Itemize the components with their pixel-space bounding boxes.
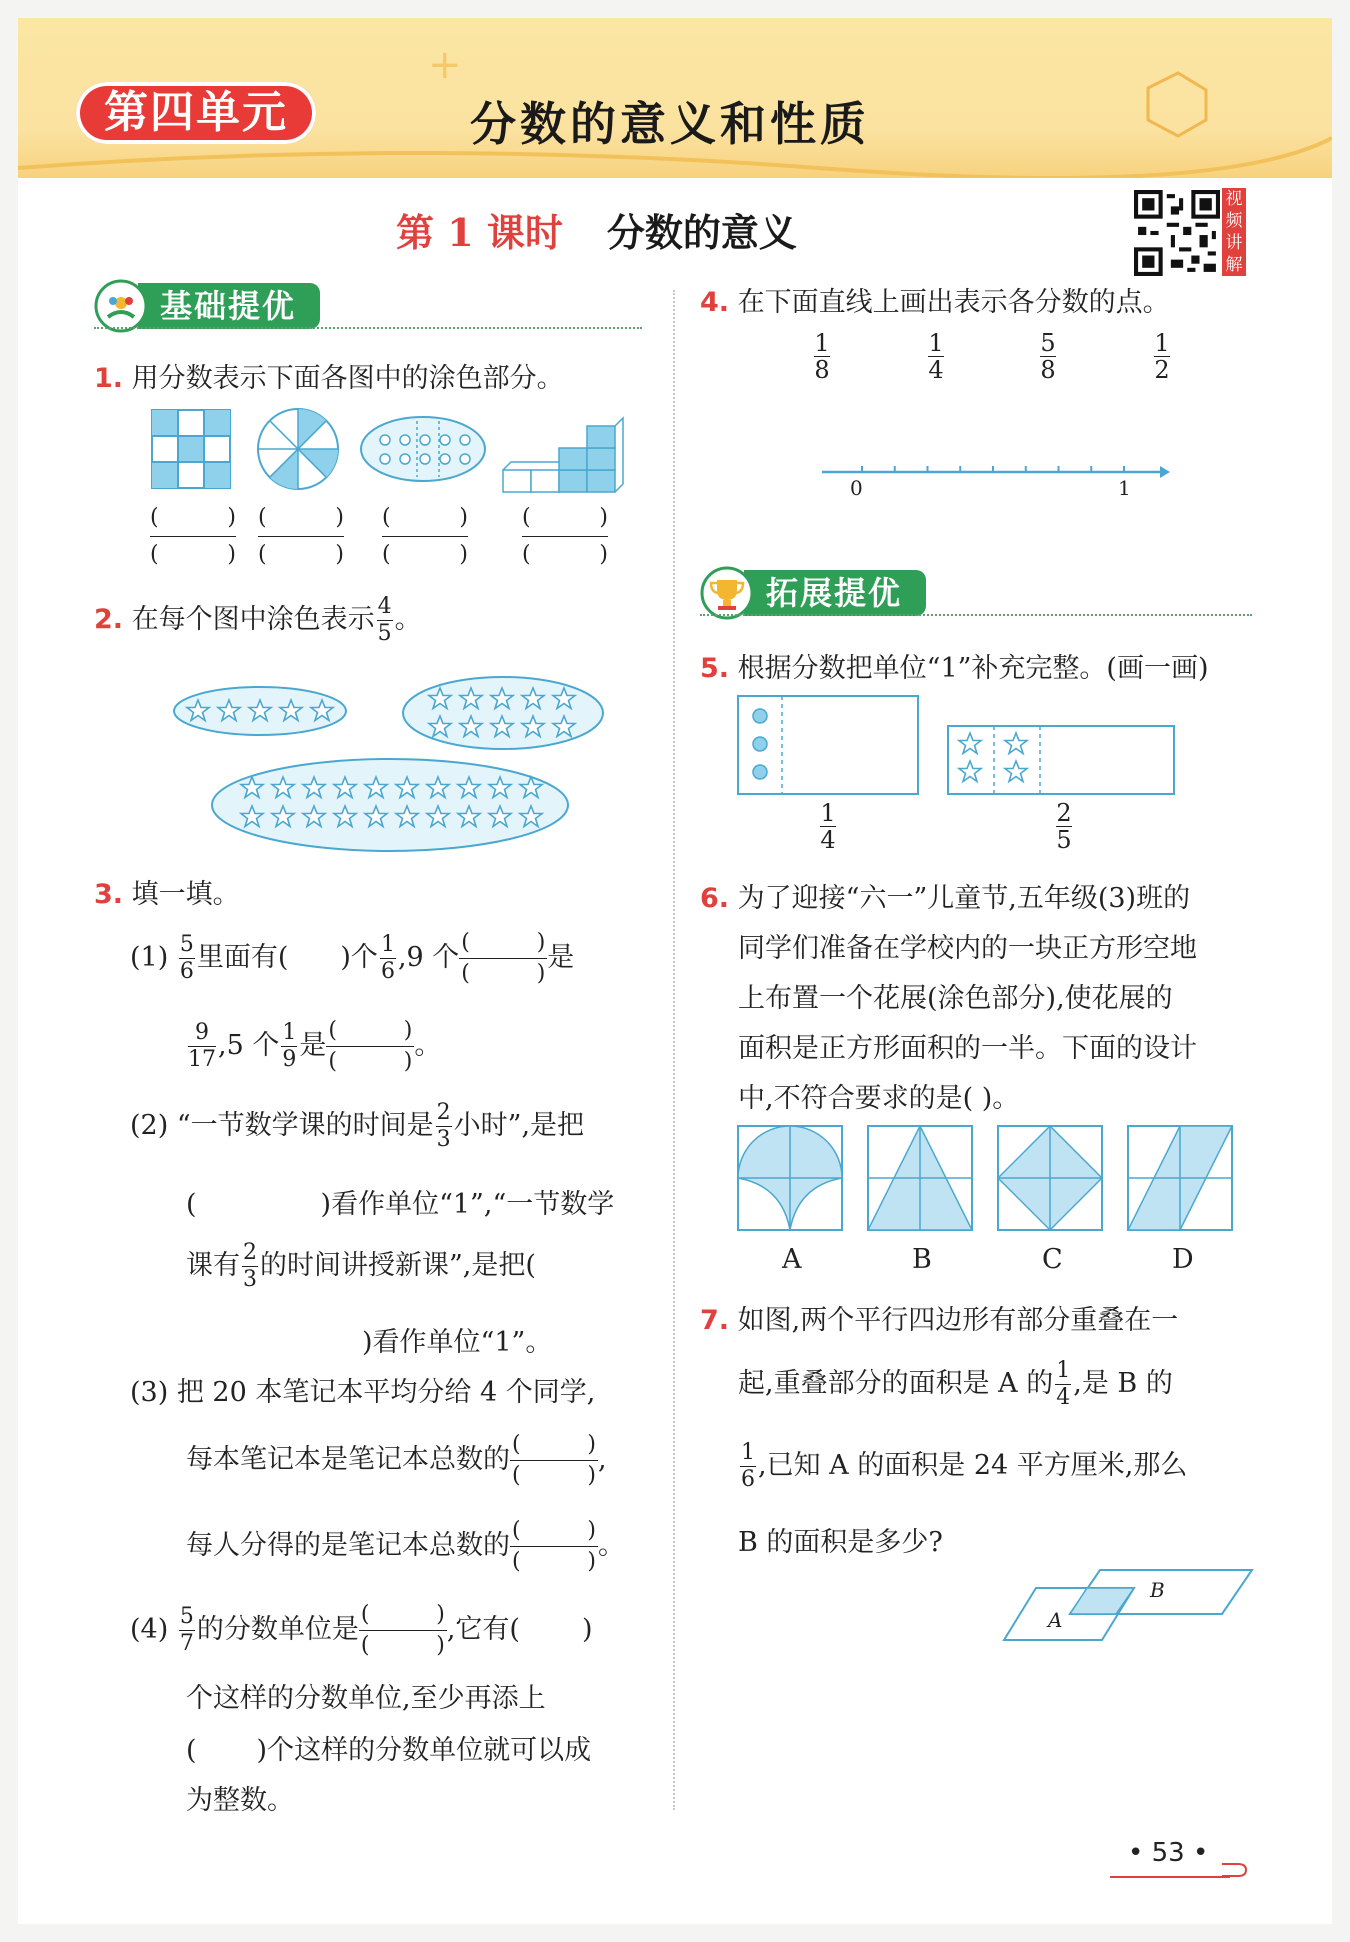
q5-text: 根据分数把单位“1”补充完整。(画一画) — [737, 653, 1209, 684]
q1-blank-2[interactable]: ( ) ( ) — [258, 505, 344, 567]
q4-number: 4. — [700, 287, 730, 318]
q3-prompt — [94, 872, 240, 911]
q6-line-3: 上布置一个花展(涂色部分),使花展的 — [738, 983, 1173, 1014]
q3-part3-line2: 每本笔记本是笔记本总数的 ( ) ( ) , — [186, 1430, 607, 1491]
q7-line-2: 起,重叠部分的面积是 A 的 $\frac{1}{4}$ ,是 B 的 — [738, 1358, 1173, 1410]
q2-fraction: $\frac{4}{5}$ — [377, 594, 392, 646]
q6-option-a — [738, 1126, 842, 1230]
q4-axis-start: 0 — [850, 476, 863, 500]
column-divider — [673, 290, 675, 1810]
lesson-title — [396, 202, 797, 257]
q3-part3-blank2[interactable]: ( ) ( ) — [512, 1518, 596, 1574]
section-extend-underline — [700, 614, 1252, 616]
q7-label-a: A — [1048, 1608, 1063, 1632]
q6-line-2: 同学们准备在学校内的一块正方形空地 — [738, 933, 1197, 964]
q6-line-4: 面积是正方形面积的一半。下面的设计 — [738, 1033, 1197, 1064]
q6-line-5[interactable]: 中,不符合要求的是( )。 — [738, 1083, 1020, 1114]
q3-part2-line1: (2) “一节数学课的时间是 $\frac{2}{3}$ 小时”,是把 — [130, 1100, 585, 1152]
q5-figures[interactable] — [736, 694, 1176, 804]
q3-part4-line4: 为整数。 — [186, 1785, 294, 1816]
lesson-name: 分数的意义 — [606, 210, 797, 255]
q7-line-4: B 的面积是多少? — [738, 1527, 943, 1558]
q3-part4-line3[interactable]: ( )个这样的分数单位就可以成 — [186, 1735, 592, 1766]
q7-label-b: B — [1150, 1578, 1165, 1602]
q1-blank-3[interactable]: ( ) ( ) — [382, 505, 468, 567]
q6-option-d — [1128, 1126, 1232, 1230]
q3-number: 3. — [94, 879, 124, 910]
q3-text: 填一填。 — [131, 879, 240, 910]
q2-star-ovals[interactable] — [170, 675, 610, 855]
q1-circle-figure — [258, 409, 338, 489]
q3-part1-line1: (1) $\frac{5}{6}$ 里面有( )个 $\frac{1}{6}$ ,9 个 ( ) ( ) 是 — [130, 928, 574, 989]
q6-option-d-label: D — [1172, 1244, 1194, 1275]
qr-code-icon[interactable] — [1134, 190, 1220, 276]
q6-option-a-label: A — [782, 1244, 802, 1275]
q3-part2-line3: 课有 $\frac{2}{3}$ 的时间讲授新课”,是把( — [186, 1240, 536, 1292]
q6-option-c — [998, 1126, 1102, 1230]
q1-cubes-figure — [503, 418, 623, 492]
q1-blank-1[interactable]: ( ) ( ) — [150, 505, 236, 567]
q7-parallelograms — [1000, 1566, 1260, 1646]
unit-title: 分数的意义和性质 — [470, 97, 870, 151]
q6-number: 6. — [700, 883, 730, 914]
q3-part4-blank1[interactable]: ( ) ( ) — [360, 1602, 445, 1658]
q6-option-b-label: B — [912, 1244, 932, 1275]
q6-design-options[interactable] — [736, 1124, 1256, 1234]
q4-axis-end: 1 — [1118, 476, 1131, 500]
q3-part4-line2: 个这样的分数单位,至少再添上 — [186, 1683, 546, 1714]
q4-fraction-2: $\frac{1}{4}$ — [928, 329, 944, 384]
q4-fraction-4: $\frac{1}{2}$ — [1154, 329, 1170, 384]
q4-fraction-3: $\frac{5}{8}$ — [1040, 329, 1056, 384]
page-arrow-icon — [1220, 1856, 1250, 1880]
qr-label: 视频讲解 — [1222, 188, 1246, 276]
q6-option-b — [868, 1126, 972, 1230]
q1-oval-dots-figure — [361, 417, 485, 481]
section-basic — [94, 283, 642, 333]
q2-text: 在每个图中涂色表示 — [131, 604, 375, 635]
q5-fraction-2: $\frac{2}{5}$ — [1056, 799, 1072, 854]
q6-line-1: 6. 为了迎接“六一”儿童节,五年级(3)班的 — [700, 883, 1191, 914]
q6-option-c-label: C — [1042, 1244, 1063, 1275]
unit-badge: 第四单元 — [76, 82, 316, 144]
page-number-underline — [1110, 1876, 1230, 1878]
q2-prompt: 2. 在每个图中涂色表示 $\frac{4}{5}$ 。 — [94, 594, 422, 646]
q3-part1-blank2[interactable]: ( ) ( ) — [328, 1018, 413, 1074]
q1-text: 用分数表示下面各图中的涂色部分。 — [131, 363, 564, 394]
q5-number: 5. — [700, 653, 730, 684]
q3-part2-line4[interactable]: )看作单位“1”。 — [362, 1327, 553, 1358]
q1-grid-figure — [152, 410, 230, 488]
q4-text: 在下面直线上画出表示各分数的点。 — [737, 287, 1170, 318]
q3-part3-line3: 每人分得的是笔记本总数的 ( ) ( ) 。 — [186, 1516, 625, 1577]
q3-part2-line2[interactable]: ( )看作单位“1”,“一节数学 — [186, 1189, 615, 1220]
q3-part3-blank1[interactable]: ( ) ( ) — [512, 1432, 596, 1488]
section-basic-underline — [94, 327, 642, 329]
q3-part1-line2: $\frac{9}{17}$ ,5 个 $\frac{1}{9}$ 是 ( ) ( ) 。 — [186, 1016, 441, 1077]
page-number: • 53 • — [1128, 1838, 1209, 1868]
q3-part4-line1: (4) $\frac{5}{7}$ 的分数单位是 ( ) ( ) ,它有( ) — [130, 1600, 593, 1661]
q1-number: 1. — [94, 363, 124, 394]
q3-part1-blank1[interactable]: ( ) ( ) — [461, 930, 546, 986]
flower-badge-icon — [94, 279, 148, 333]
section-extend-title: 拓展提优 — [744, 570, 926, 616]
q1-blank-4[interactable]: ( ) ( ) — [522, 505, 608, 567]
trophy-badge-icon — [700, 566, 754, 620]
q7-line-1: 7. 如图,两个平行四边形有部分重叠在一 — [700, 1305, 1179, 1336]
q5-prompt — [700, 646, 1209, 685]
lesson-number: 第 1 课时 — [396, 210, 563, 255]
q1-prompt — [94, 356, 564, 395]
section-extend — [700, 570, 1252, 620]
q2-number: 2. — [94, 604, 124, 635]
section-basic-title: 基础提优 — [138, 283, 320, 329]
q7-line-3: $\frac{1}{6}$ ,已知 A 的面积是 24 平方厘米,那么 — [741, 1440, 1188, 1492]
q4-fraction-1: $\frac{1}{8}$ — [814, 329, 830, 384]
svg-text:+: + — [428, 42, 462, 88]
q5-fraction-1: $\frac{1}{4}$ — [820, 799, 836, 854]
q1-figures — [148, 402, 628, 502]
q4-prompt — [700, 280, 1170, 319]
q7-number: 7. — [700, 1305, 730, 1336]
q3-part3-line1: (3) 把 20 本笔记本平均分给 4 个同学, — [130, 1377, 596, 1408]
